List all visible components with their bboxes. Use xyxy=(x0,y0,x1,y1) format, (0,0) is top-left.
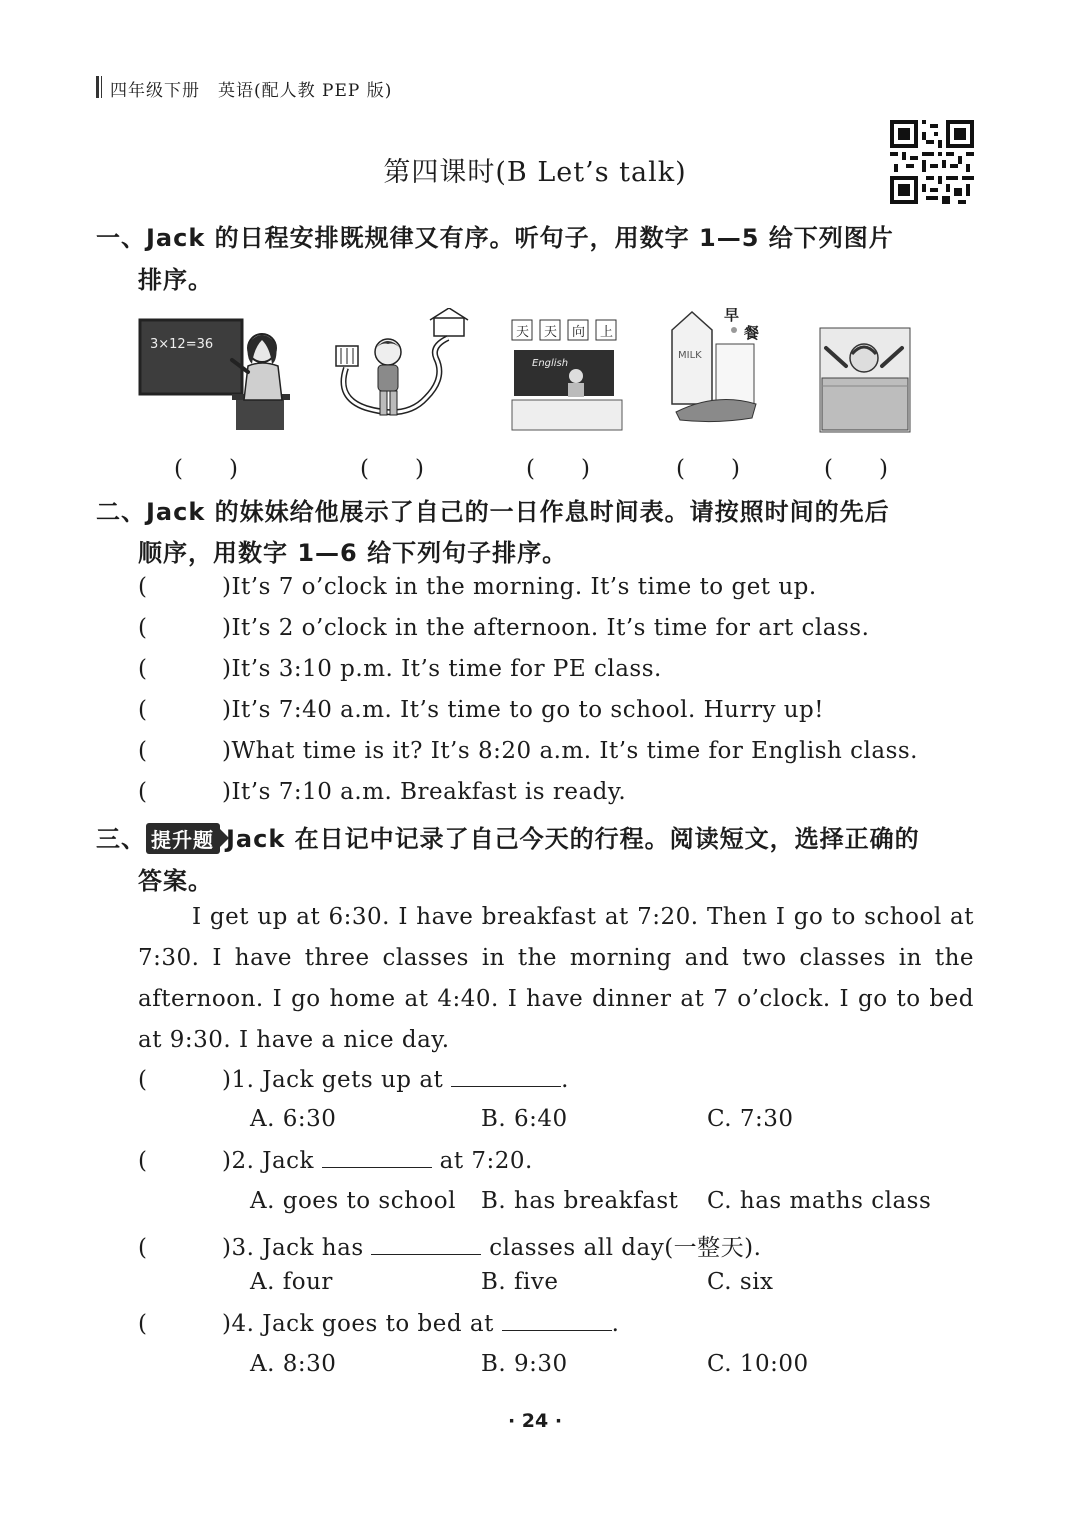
blackboard-text: 3×12=36 xyxy=(150,337,214,352)
slogan-char-1: 天 xyxy=(516,325,530,340)
picture-boy-waking xyxy=(820,328,910,432)
question-row xyxy=(138,1229,761,1262)
question-row xyxy=(138,1066,569,1093)
sentence-row xyxy=(138,574,817,600)
answer-paren[interactable]: ( xyxy=(138,1148,148,1174)
picture-answer-3[interactable]: ( ) xyxy=(526,456,590,482)
answer-paren[interactable]: ( xyxy=(138,1235,148,1261)
advanced-badge: 提升题 xyxy=(146,823,220,854)
option-b[interactable]: B. 9:30 xyxy=(481,1351,568,1377)
picture-answer-1[interactable]: ( ) xyxy=(174,456,238,482)
option-c[interactable]: C. 10:00 xyxy=(707,1351,809,1377)
section1-pictures xyxy=(136,308,916,438)
slogan-char-4: 上 xyxy=(600,325,614,340)
picture-answer-4[interactable]: ( ) xyxy=(676,456,740,482)
option-c[interactable]: C. 7:30 xyxy=(707,1106,794,1132)
question-text-end: . xyxy=(561,1067,569,1093)
section1-heading: 一、Jack 的日程安排既规律又有序。听句子，用数字 1—5 给下列图片 xyxy=(96,224,894,252)
question-row xyxy=(138,1310,619,1337)
header-rule xyxy=(96,76,99,98)
sentence-text: )It’s 7:10 a.m. Breakfast is ready. xyxy=(222,779,627,805)
section1-heading-cont: 排序。 xyxy=(138,266,213,294)
slogan-char-2: 天 xyxy=(544,325,558,340)
sentence-row xyxy=(138,779,626,805)
option-b[interactable]: B. has breakfast xyxy=(481,1188,679,1214)
option-b[interactable]: B. 6:40 xyxy=(481,1106,568,1132)
option-a[interactable]: A. 6:30 xyxy=(250,1106,337,1132)
picture-boy-walking xyxy=(336,308,468,415)
question-row xyxy=(138,1147,533,1174)
section3-heading xyxy=(96,819,920,854)
question-text: )4. Jack goes to bed at xyxy=(222,1311,502,1337)
sentence-row xyxy=(138,738,918,764)
answer-paren[interactable]: ( xyxy=(138,574,148,600)
question-text: )1. Jack gets up at xyxy=(222,1067,452,1093)
sentence-text: )It’s 2 o’clock in the afternoon. It’s time for art class. xyxy=(222,615,870,641)
reading-passage: I get up at 6:30. I have breakfast at 7:20. Then I go to school at 7:30. I have three classes in the morning and two classes in the afternoon. I go home at 4:40. I have dinner at 7 o’clock. I go to bed at 9:30. I have a nice day. xyxy=(138,904,974,1053)
sentence-row xyxy=(138,697,824,723)
breakfast-char-1: 早 xyxy=(724,308,740,324)
sentence-text: )It’s 7:40 a.m. It’s time to go to school. Hurry up! xyxy=(222,697,825,723)
answer-paren[interactable]: ( xyxy=(138,697,148,723)
sentence-text: )It’s 3:10 p.m. It’s time for PE class. xyxy=(222,656,662,682)
question-text-end: at 7:20. xyxy=(431,1148,533,1174)
question-text-end: . xyxy=(611,1311,620,1337)
question-text: )2. Jack xyxy=(222,1148,322,1174)
answer-blank[interactable] xyxy=(451,1066,561,1087)
section3-heading-text: Jack 在日记中记录了自己今天的行程。阅读短文，选择正确的 xyxy=(226,825,920,853)
header-rule-thin xyxy=(101,76,102,98)
answer-paren[interactable]: ( xyxy=(138,656,148,682)
option-a[interactable]: A. goes to school xyxy=(250,1188,456,1214)
book-header: 四年级下册 英语(配人教 PEP 版) xyxy=(110,81,393,101)
section2-heading: 二、Jack 的妹妹给他展示了自己的一日作息时间表。请按照时间的先后 xyxy=(96,498,890,526)
section3-heading-cont: 答案。 xyxy=(138,867,213,895)
board-english: English xyxy=(532,358,569,369)
sentence-row xyxy=(138,656,662,682)
picture-answer-5[interactable]: ( ) xyxy=(824,456,888,482)
question-text-end: classes all day(一整天). xyxy=(481,1235,762,1261)
answer-blank[interactable] xyxy=(371,1234,481,1255)
sentence-text: )It’s 7 o’clock in the morning. It’s time to get up. xyxy=(222,574,817,600)
answer-blank[interactable] xyxy=(322,1147,432,1168)
option-c[interactable]: C. six xyxy=(707,1269,774,1295)
section3-prefix: 三、 xyxy=(96,825,146,853)
question-text: )3. Jack has xyxy=(222,1235,372,1261)
breakfast-char-2: 餐 xyxy=(744,324,760,342)
picture-english-class xyxy=(512,320,622,430)
section2-heading-cont: 顺序，用数字 1—6 给下列句子排序。 xyxy=(138,539,568,567)
option-a[interactable]: A. 8:30 xyxy=(250,1351,337,1377)
lesson-title: 第四课时(B Let’s talk) xyxy=(383,157,687,188)
sentence-row xyxy=(138,615,869,641)
answer-blank[interactable] xyxy=(502,1310,612,1331)
milk-label: MILK xyxy=(678,350,702,361)
answer-paren[interactable]: ( xyxy=(138,1311,148,1337)
option-a[interactable]: A. four xyxy=(250,1269,333,1295)
answer-paren[interactable]: ( xyxy=(138,779,148,805)
answer-paren[interactable]: ( xyxy=(138,1067,148,1093)
slogan-char-3: 向 xyxy=(572,325,586,340)
sentence-text: )What time is it? It’s 8:20 a.m. It’s time for English class. xyxy=(222,738,918,764)
answer-paren[interactable]: ( xyxy=(138,738,148,764)
option-b[interactable]: B. five xyxy=(481,1269,559,1295)
picture-breakfast xyxy=(672,308,759,422)
qr-code xyxy=(890,120,974,204)
answer-paren[interactable]: ( xyxy=(138,615,148,641)
picture-answer-2[interactable]: ( ) xyxy=(360,456,424,482)
option-c[interactable]: C. has maths class xyxy=(707,1188,932,1214)
picture-teacher-blackboard xyxy=(140,320,290,430)
page-number: · 24 · xyxy=(507,1410,563,1432)
